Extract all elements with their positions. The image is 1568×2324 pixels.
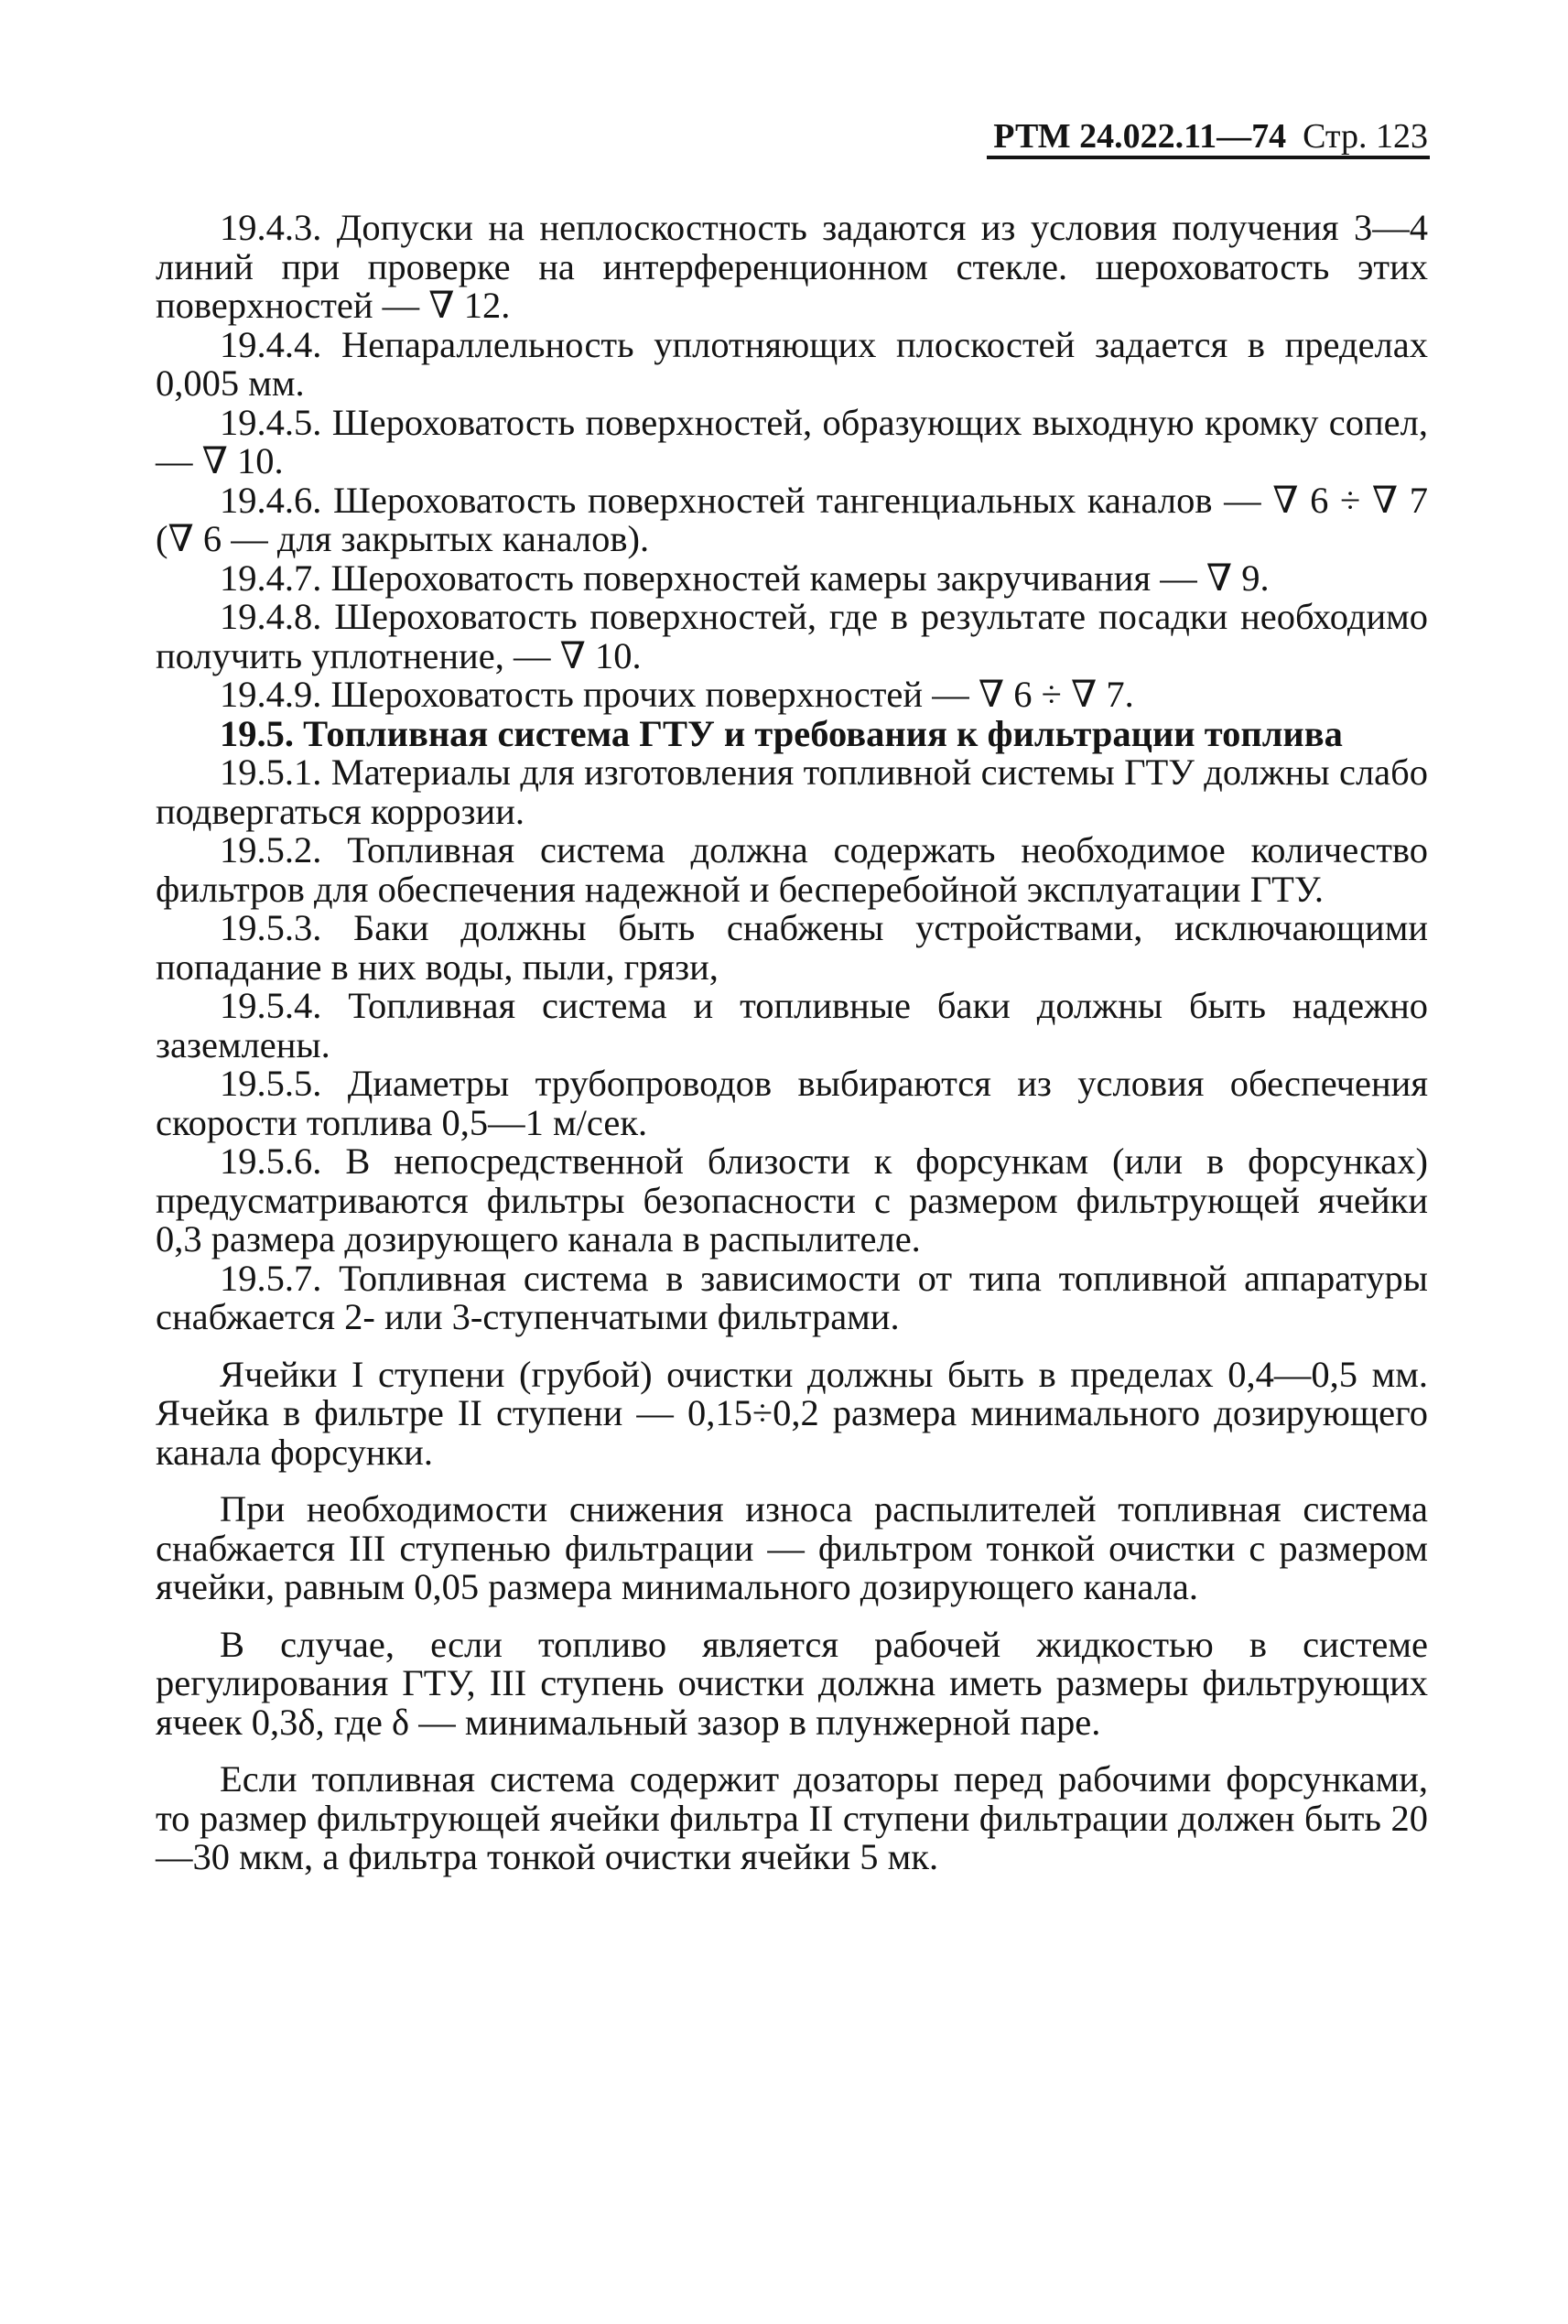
paragraph-19-4-7: 19.4.7. Шероховатость поверхностей камеры закручивания — ∇ 9. [220,557,1270,599]
document-code: РТМ 24.022.11—74 [993,117,1287,156]
paragraph-dosers: Если топливная система содержит дозаторы перед рабочими форсунками, то размер фильтрующей ячейки фильтра II ступени фильтрации должен быть 20—30 мкм, а фильтра тонкой очистки ячейки 5 мк. [156,1758,1428,1877]
paragraph-19-4-3: 19.4.3. Допуски на неплоскостность задаются из условия получения 3—4 линий при проверке на интерференционном стекле. шероховатость этих поверхностей — ∇ 12. [156,207,1428,326]
paragraph-19-5-3: 19.5.3. Баки должны быть снабжены устройствами, исключающими попадание в них воды, пыли, грязи, [156,907,1428,988]
page-header [156,115,1428,157]
paragraph-19-5-1: 19.5.1. Материалы для изготовления топливной системы ГТУ должны слабо подвергаться коррозии. [156,751,1428,832]
paragraph-19-4-8: 19.4.8. Шероховатость поверхностей, где в результате посадки необходимо получить уплотнение, — ∇ 10. [156,596,1428,676]
paragraph-19-4-9: 19.4.9. Шероховатость прочих поверхностей — ∇ 6 ÷ ∇ 7. [220,674,1134,715]
paragraph-19-5-6: 19.5.6. В непосредственной близости к форсункам (или в форсунках) предусматриваются фильтры безопасности с размером фильтрующей ячейки 0,3 размера дозирующего канала в распылителе. [156,1140,1428,1259]
paragraph-19-4-6: 19.4.6. Шероховатость поверхностей тангенциальных каналов — ∇ 6 ÷ ∇ 7 (∇ 6 — для закрытых каналов). [156,479,1428,559]
paragraph-19-5-4: 19.5.4. Топливная система и топливные баки должны быть надежно заземлены. [156,985,1428,1065]
paragraph-19-5-7: 19.5.7. Топливная система в зависимости от типа топливной аппаратуры снабжается 2- или 3-ступенчатыми фильтрами. [156,1257,1428,1337]
paragraph-working-fluid: В случае, если топливо является рабочей жидкостью в системе регулирования ГТУ, III ступень очистки должна иметь размеры фильтрующих ячеек 0,3δ, где δ — минимальный зазор в плунжерной паре. [156,1623,1428,1743]
paragraph-19-5-2: 19.5.2. Топливная система должна содержать необходимое количество фильтров для обеспечения надежной и бесперебойной эксплуатации ГТУ. [156,829,1428,910]
paragraph-19-4-4: 19.4.4. Непараллельность уплотняющих плоскостей задается в пределах 0,005 мм. [156,323,1428,404]
paragraph-19-5-5: 19.5.5. Диаметры трубопроводов выбираются из условия обеспечения скорости топлива 0,5—1 м/сек. [156,1063,1428,1143]
header-underline [987,156,1430,159]
paragraph-filter-cells: Ячейки I ступени (грубой) очистки должны быть в пределах 0,4—0,5 мм. Ячейка в фильтре II ступени — 0,15÷0,2 размера минимального дозирующего канала форсунки. [156,1353,1428,1473]
paragraph-19-4-5: 19.4.5. Шероховатость поверхностей, образующих выходную кромку сопел, — ∇ 10. [156,401,1428,481]
section-heading-19-5: 19.5. Топливная система ГТУ и требования к фильтрации топлива [220,712,1343,754]
document-body [156,209,1428,1877]
paragraph-wear-reduction: При необходимости снижения износа распылителей топливная система снабжается III ступенью фильтрации — фильтром тонкой очистки с размером ячейки, равным 0,05 размера минимального дозирующего канала. [156,1488,1428,1607]
page-number: Стр. 123 [1303,117,1428,156]
